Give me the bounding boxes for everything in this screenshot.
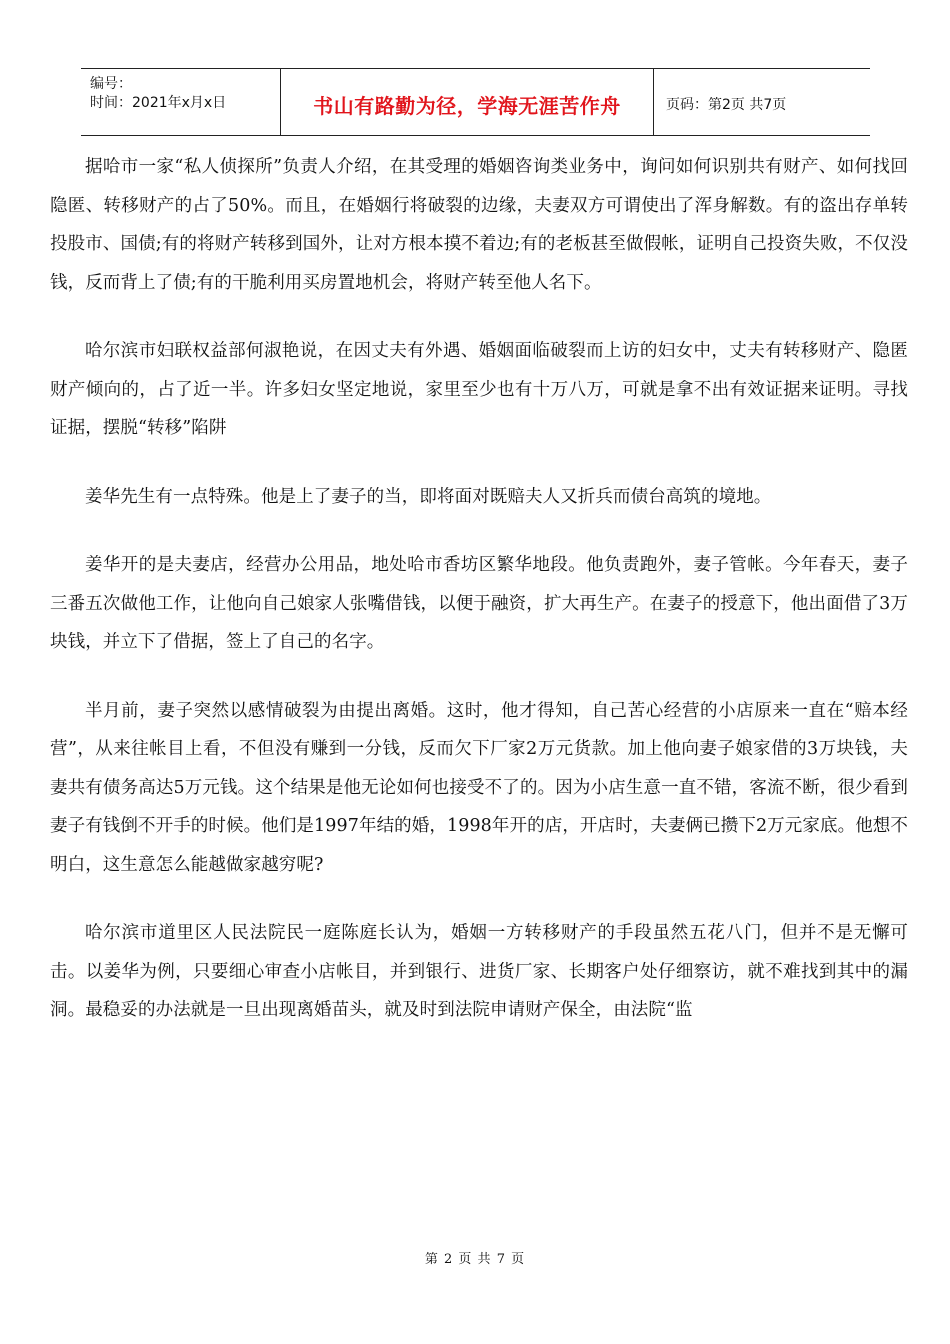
paragraph-4: 姜华开的是夫妻店，经营办公用品，地处哈市香坊区繁华地段。他负责跑外，妻子管帐。今年春天，妻子三番五次做他工作，让他向自己娘家人张嘴借钱，以便于融资，扩大再生产。在妻子的授意下，他出面借了3万块钱，并立下了借据，签上了自己的名字。	[50, 555, 908, 652]
page-label: 页码：第2页 共7页	[666, 97, 787, 113]
page-footer: 第 2 页 共 7 页	[424, 1252, 526, 1267]
motto-text: 书山有路勤为径，学海无涯苦作舟	[313, 93, 621, 118]
number-label: 编号：	[90, 76, 132, 92]
paragraph-6: 哈尔滨市道里区人民法院民一庭陈庭长认为，婚姻一方转移财产的手段虽然五花八门，但并不是无懈可击。以姜华为例，只要细心审查小店帐目，并到银行、进货厂家、长期客户处仔细察访，就不难找到其中的漏洞。最稳妥的办法就是一旦出现离婚苗头，就及时到法院申请财产保全，由法院“监	[50, 923, 908, 1020]
paragraph-5: 半月前，妻子突然以感情破裂为由提出离婚。这时，他才得知，自己苦心经营的小店原来一直在“赔本经营”，从来往帐目上看，不但没有赚到一分钱，反而欠下厂家2万元货款。加上他向妻子娘家借的3万块钱，夫妻共有债务高达5万元钱。这个结果是他无论如何也接受不了的。因为小店生意一直不错，客流不断，很少看到妻子有钱倒不开手的时候。他们是1997年结的婚，1998年开的店，开店时，夫妻俩已攒下2万元家底。他想不明白，这生意怎么能越做家越穷呢?	[50, 700, 908, 875]
header-motto-cell	[281, 69, 654, 135]
header-left-cell	[81, 69, 281, 135]
paragraph-2: 哈尔滨市妇联权益部何淑艳说，在因丈夫有外遇、婚姻面临破裂而上访的妇女中，丈夫有转移财产、隐匿财产倾向的，占了近一半。许多妇女坚定地说，家里至少也有十万八万，可就是拿不出有效证据来证明。寻找证据，摆脱“转移”陷阱	[50, 341, 908, 438]
article-body	[50, 148, 908, 1030]
paragraph-1: 据哈市一家“私人侦探所”负责人介绍，在其受理的婚姻咨询类业务中，询问如何识别共有财产、如何找回隐匿、转移财产的占了50%。而且，在婚姻行将破裂的边缘，夫妻双方可谓使出了浑身解数。有的盗出存单转投股市、国债;有的将财产转移到国外，让对方根本摸不着边;有的老板甚至做假帐，证明自己投资失败，不仅没钱，反而背上了债;有的干脆利用买房置地机会，将财产转至他人名下。	[50, 157, 908, 293]
paragraph-3: 姜华先生有一点特殊。他是上了妻子的当，即将面对既赔夫人又折兵而债台高筑的境地。	[85, 486, 772, 507]
header-table	[81, 68, 870, 136]
header-page-cell	[654, 69, 870, 135]
date-label: 时间：2021年x月x日	[90, 95, 227, 111]
